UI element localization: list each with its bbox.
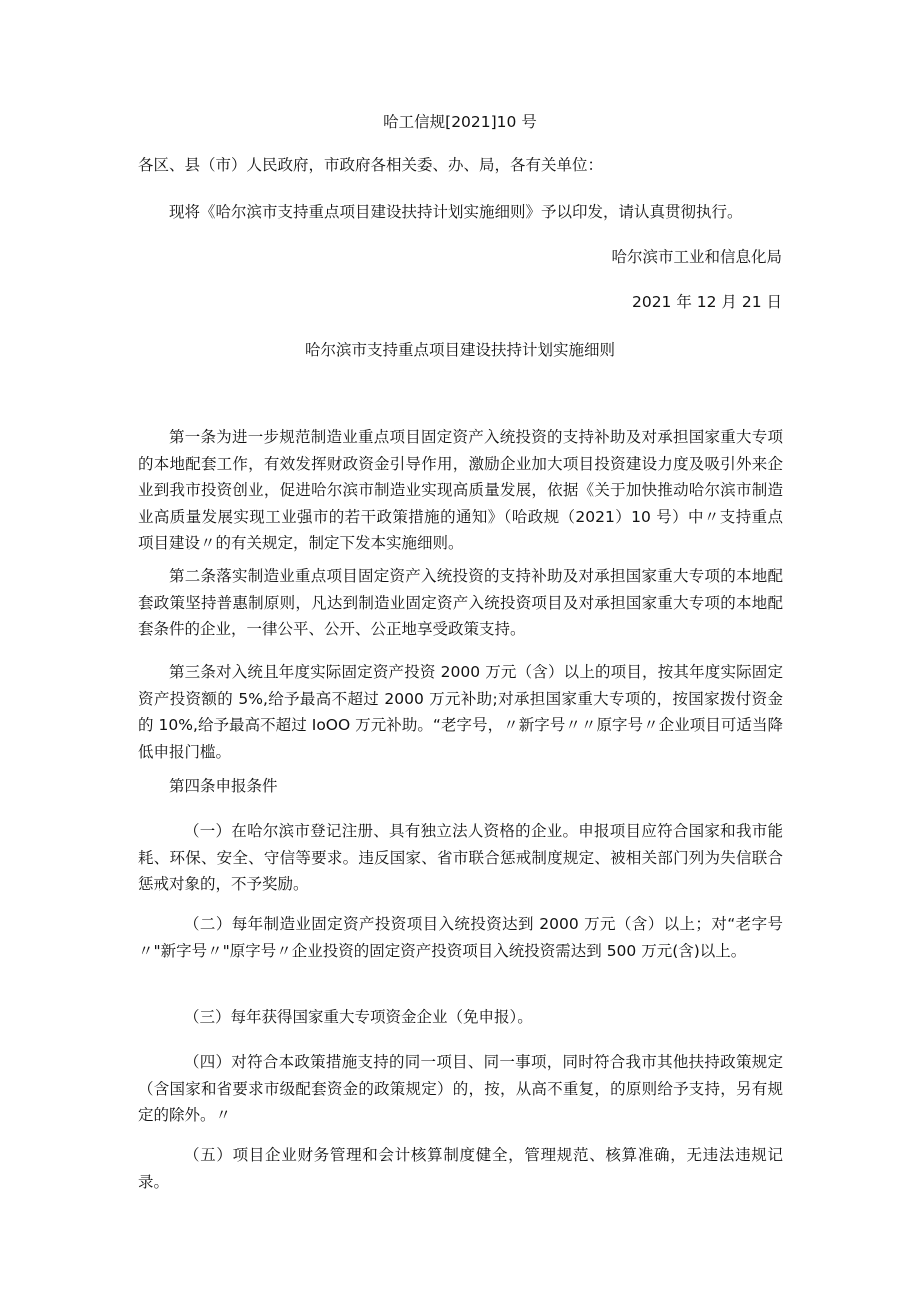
- condition-2: （二）每年制造业固定资产投资项目入统投资达到 2000 万元（含）以上；对“老字号〃"新字号〃"原字号〃企业投资的固定资产投资项目入统投资需达到 500 万元(含)以上。: [138, 915, 783, 960]
- document-title: 哈尔滨市支持重点项目建设扶持计划实施细则: [304, 341, 615, 359]
- issuer: 哈尔滨市工业和信息化局: [611, 248, 782, 266]
- article-2: 第二条落实制造业重点项目固定资产入统投资的支持补助及对承担国家重大专项的本地配套政策坚持普惠制原则，凡达到制造业固定资产入统投资项目及对承担国家重大专项的本地配套条件的企业，一律公平、公开、公正地享受政策支持。: [138, 567, 783, 638]
- condition-5: （五）项目企业财务管理和会计核算制度健全，管理规范、核算准确，无违法违规记录。: [138, 1146, 783, 1191]
- condition-1: （一）在哈尔滨市登记注册、具有独立法人资格的企业。申报项目应符合国家和我市能耗、环保、安全、守信等要求。违反国家、省市联合惩戒制度规定、被相关部门列为失信联合惩戒对象的，不予奖励。: [138, 822, 783, 893]
- article-3: 第三条对入统且年度实际固定资产投资 2000 万元（含）以上的项目，按其年度实际固定资产投资额的 5%,给予最高不超过 2000 万元补助;对承担国家重大专项的，按国家拨付资金的 10%,给予最高不超过 IoOO 万元补助。“老字号，〃新字号〃〃原字号〃企业项目可适当降低申报门槛。: [138, 663, 783, 761]
- article-1: 第一条为进一步规范制造业重点项目固定资产入统投资的支持补助及对承担国家重大专项的本地配套工作，有效发挥财政资金引导作用，激励企业加大项目投资建设力度及吸引外来企业到我市投资创业，促进哈尔滨市制造业实现高质量发展，依据《关于加快推动哈尔滨市制造业高质量发展实现工业强市的若干政策措施的通知》（哈政规（2021）10 号）中〃支持重点项目建设〃的有关规定，制定下发本实施细则。: [138, 428, 783, 552]
- document-number: 哈工信规[2021]10 号: [383, 113, 537, 131]
- condition-4: （四）对符合本政策措施支持的同一项目、同一事项，同时符合我市其他扶持政策规定（含国家和省要求市级配套资金的政策规定）的，按，从高不重复，的原则给予支持，另有规定的除外。〃: [138, 1053, 783, 1124]
- condition-3: （三）每年获得国家重大专项资金企业（免申报）。: [184, 1008, 533, 1026]
- issue-date: 2021 年 12 月 21 日: [631, 293, 782, 311]
- article-4-heading: 第四条申报条件: [169, 777, 278, 795]
- intro-paragraph: 现将《哈尔滨市支持重点项目建设扶持计划实施细则》予以印发，请认真贯彻执行。: [169, 203, 743, 221]
- salutation: 各区、县（市）人民政府，市政府各相关委、办、局，各有关单位：: [138, 156, 604, 174]
